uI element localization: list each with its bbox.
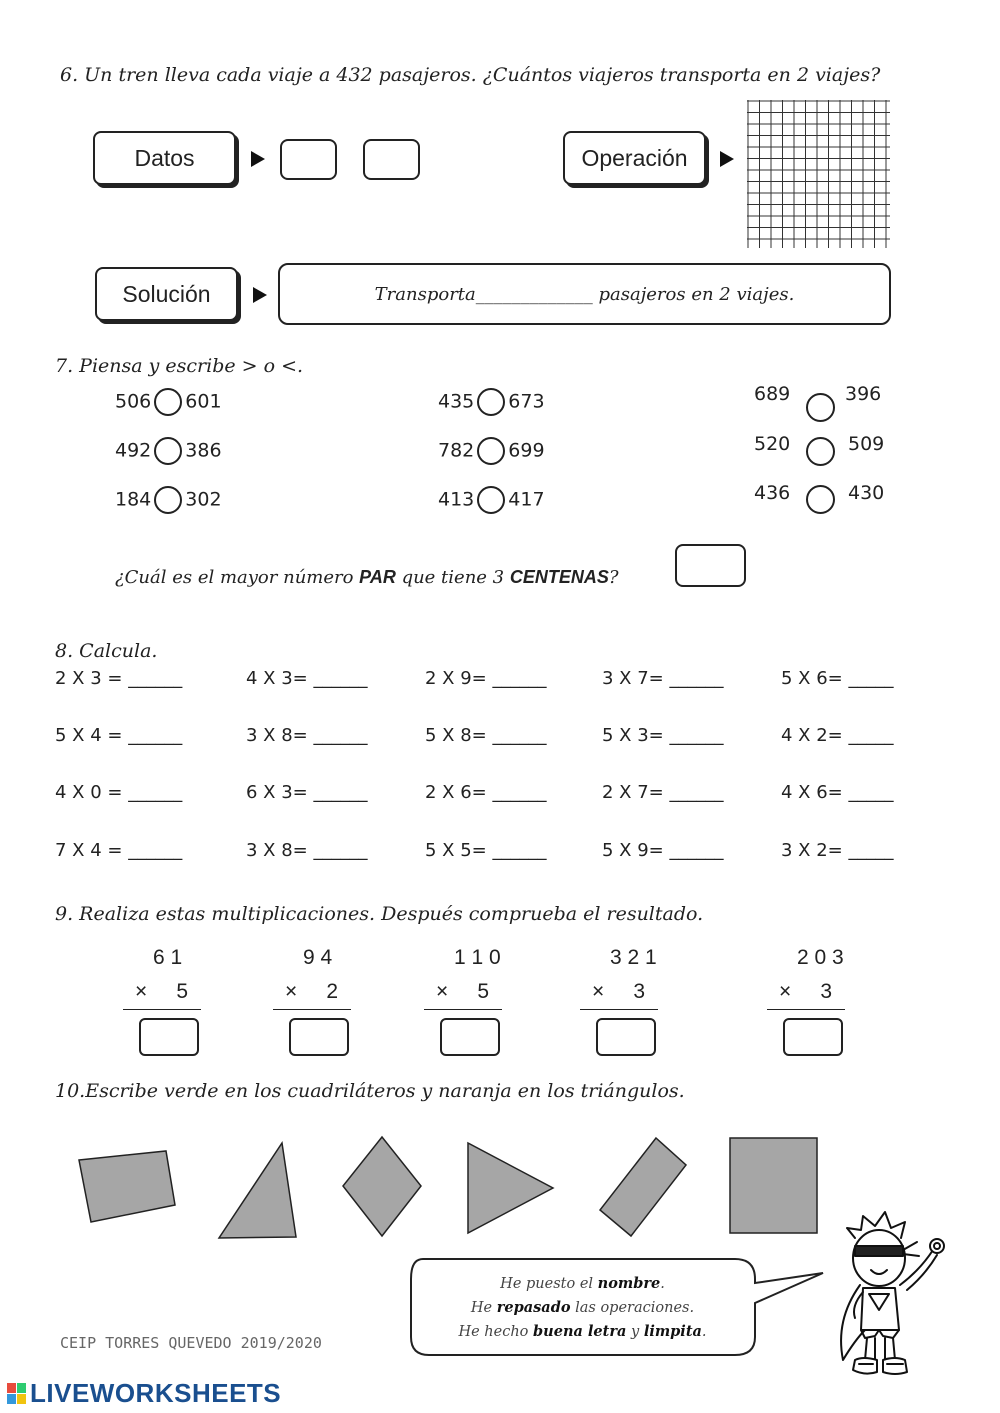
checklist-bubble	[410, 1272, 755, 1344]
result-box[interactable]	[596, 1018, 656, 1056]
calc-item[interactable]: 2 X 6= ______	[425, 782, 547, 803]
calc-item[interactable]: 3 X 2= _____	[781, 840, 894, 861]
calc-item[interactable]: 5 X 5= ______	[425, 840, 547, 861]
calc-item[interactable]: 6 X 3= ______	[246, 782, 368, 803]
result-box[interactable]	[440, 1018, 500, 1056]
compare-item: 413 417	[438, 486, 545, 514]
result-line	[424, 1009, 502, 1010]
compare-item: 184 302	[115, 486, 222, 514]
datos-input-1[interactable]	[280, 139, 337, 180]
checklist-line-2: He repasado las operaciones.	[470, 1299, 695, 1316]
arrow-right-icon	[720, 151, 734, 167]
multiplicand: 2 0 3	[797, 946, 844, 969]
triangle-shape[interactable]	[468, 1143, 553, 1233]
operation-grid[interactable]	[747, 100, 892, 250]
q7-text: 7. Piensa y escribe > o <.	[55, 355, 304, 377]
solucion-label: Solución	[122, 280, 211, 307]
compare-item: 492 386	[115, 437, 222, 465]
rhombus-shape[interactable]	[343, 1137, 421, 1236]
compare-item-left: 689	[754, 383, 791, 405]
checklist-line-3: He hecho buena letra y limpita.	[458, 1323, 707, 1340]
operacion-label-box	[563, 131, 706, 185]
calc-item[interactable]: 4 X 0 = ______	[55, 782, 183, 803]
compare-circle[interactable]	[154, 388, 182, 416]
calc-item[interactable]: 5 X 9= ______	[602, 840, 724, 861]
compare-circle[interactable]	[154, 486, 182, 514]
compare-circle[interactable]	[477, 486, 505, 514]
checklist-line-1: He puesto el nombre.	[500, 1275, 665, 1292]
arrow-right-icon	[251, 151, 265, 167]
result-line	[767, 1009, 845, 1010]
square-shape[interactable]	[730, 1138, 817, 1233]
q8-text: 8. Calcula.	[55, 640, 158, 662]
calc-item[interactable]: 4 X 6= _____	[781, 782, 894, 803]
solucion-answer-box[interactable]	[278, 263, 891, 325]
calc-item[interactable]: 7 X 4 = ______	[55, 840, 183, 861]
q7-answer-box[interactable]	[675, 544, 746, 587]
compare-item-left: 520	[754, 433, 791, 455]
result-box[interactable]	[139, 1018, 199, 1056]
q7-question: ¿Cuál es el mayor número PAR que tiene 3 CENTENAS?	[115, 567, 619, 588]
solucion-text: Transporta_____________ pasajeros en 2 viajes.	[374, 283, 795, 305]
compare-item: 782 699	[438, 437, 545, 465]
calc-item[interactable]: 2 X 7= ______	[602, 782, 724, 803]
quadrilateral-shape[interactable]	[79, 1151, 175, 1222]
brand-wordmark: LIVEWORKSHEETS	[30, 1378, 282, 1408]
compare-item-right: 396	[845, 383, 882, 405]
multiplicand: 3 2 1	[610, 946, 657, 969]
result-box[interactable]	[783, 1018, 843, 1056]
calc-item[interactable]: 3 X 8= ______	[246, 840, 368, 861]
calc-item[interactable]: 5 X 6= _____	[781, 668, 894, 689]
compare-circle[interactable]	[154, 437, 182, 465]
compare-item-left: 436	[754, 482, 791, 504]
arrow-right-icon	[253, 287, 267, 303]
calc-item[interactable]: 4 X 2= _____	[781, 725, 894, 746]
q6-text: 6. Un tren lleva cada viaje a 432 pasajeros. ¿Cuántos viajeros transporta en 2 viajes?	[60, 64, 881, 86]
superhero-kid-illustration	[825, 1210, 955, 1390]
result-line	[123, 1009, 201, 1010]
calc-item[interactable]: 5 X 8= ______	[425, 725, 547, 746]
multiplier: × 3	[779, 980, 833, 1003]
compare-item-right: 509	[848, 433, 885, 455]
multiplier: × 5	[135, 980, 189, 1003]
compare-circle[interactable]	[477, 437, 505, 465]
compare-circle[interactable]	[806, 393, 835, 422]
multiplier: × 5	[436, 980, 490, 1003]
compare-item: 506 601	[115, 388, 222, 416]
compare-item-right: 430	[848, 482, 885, 504]
compare-item: 435 673	[438, 388, 545, 416]
result-line	[580, 1009, 658, 1010]
multiplicand: 9 4	[303, 946, 333, 969]
calc-item[interactable]: 4 X 3= ______	[246, 668, 368, 689]
result-line	[273, 1009, 351, 1010]
multiplicand: 1 1 0	[454, 946, 501, 969]
rectangle-shape[interactable]	[600, 1138, 686, 1236]
compare-circle[interactable]	[806, 437, 835, 466]
calc-item[interactable]: 2 X 9= ______	[425, 668, 547, 689]
calc-item[interactable]: 3 X 7= ______	[602, 668, 724, 689]
school-footer: CEIP TORRES QUEVEDO 2019/2020	[60, 1334, 322, 1352]
multiplicand: 6 1	[153, 946, 183, 969]
calc-item[interactable]: 5 X 3= ______	[602, 725, 724, 746]
multiplier: × 3	[592, 980, 646, 1003]
q10-text: 10.Escribe verde en los cuadriláteros y naranja en los triángulos.	[55, 1080, 685, 1102]
multiplier: × 2	[285, 980, 339, 1003]
operacion-label: Operación	[581, 144, 688, 171]
compare-circle[interactable]	[806, 485, 835, 514]
q9-text: 9. Realiza estas multiplicaciones. Después comprueba el resultado.	[55, 903, 704, 925]
triangle-shape[interactable]	[219, 1143, 296, 1238]
calc-item[interactable]: 2 X 3 = ______	[55, 668, 183, 689]
datos-input-2[interactable]	[363, 139, 420, 180]
datos-label-box	[93, 131, 236, 185]
liveworksheets-logo-icon	[7, 1383, 27, 1405]
result-box[interactable]	[289, 1018, 349, 1056]
datos-label: Datos	[134, 144, 195, 171]
calc-item[interactable]: 5 X 4 = ______	[55, 725, 183, 746]
solucion-label-box	[95, 267, 238, 321]
compare-circle[interactable]	[477, 388, 505, 416]
calc-item[interactable]: 3 X 8= ______	[246, 725, 368, 746]
